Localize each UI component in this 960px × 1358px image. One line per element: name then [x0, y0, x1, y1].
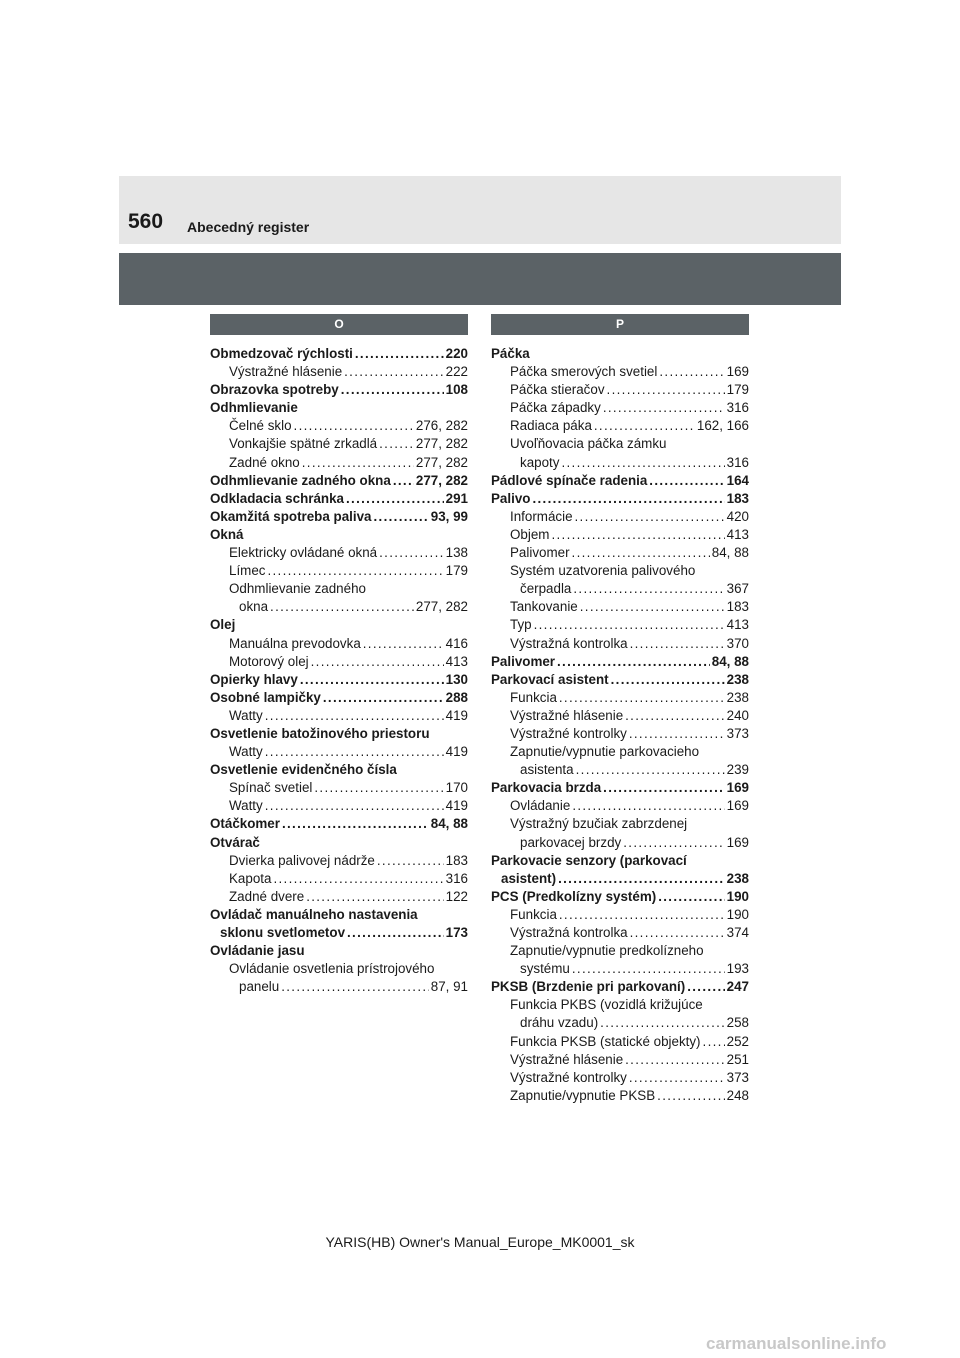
- index-entry-term: Otvárač: [210, 834, 260, 850]
- index-entry-page: 248: [726, 1087, 749, 1103]
- index-entry-term: Funkcia PKBS (vozidlá križujúce: [510, 997, 703, 1013]
- page-title: Abecedný register: [187, 219, 310, 235]
- index-entry-page: 252: [726, 1033, 749, 1049]
- index-entry-term: Výstražné hlásenie: [229, 364, 343, 380]
- index-entry-term: Odkladacia schránka: [210, 490, 344, 506]
- index-entry-term: Páčka: [491, 346, 530, 361]
- index-entry-term: Výstražná kontrolka: [510, 925, 628, 940]
- index-entry-page: 238: [726, 689, 749, 705]
- index-entry-page: 93, 99: [430, 508, 468, 524]
- index-entry-term: Ovládanie: [510, 798, 571, 814]
- index-entry-term: Límec: [229, 563, 266, 579]
- index-entry-term: Zadné okno: [229, 454, 300, 470]
- index-entry-page: 316: [726, 400, 749, 416]
- dot-leader: [629, 1069, 725, 1087]
- index-entry-page: 164: [726, 472, 749, 488]
- watermark: carmanualsonline.info: [706, 1334, 887, 1353]
- index-entry-term: okna: [239, 599, 269, 615]
- index-entry-term: Elektricky ovládané okná: [229, 545, 378, 561]
- index-entry: [491, 870, 749, 888]
- index-entry-term: Funkcia: [510, 906, 557, 922]
- index-entry-term: Osvetlenie batožinového priestoru: [210, 725, 430, 741]
- index-entry: [491, 1033, 749, 1051]
- index-entry-term: Odhmlievanie zadného: [229, 581, 366, 597]
- index-entry: [491, 544, 749, 562]
- index-entry: [210, 960, 468, 978]
- index-entry-page: 169: [726, 798, 749, 814]
- index-entry-term: Otáčkomer: [210, 816, 280, 832]
- index-entry-page: 238: [726, 671, 749, 687]
- index-entry-term: Manuálna prevodovka: [229, 635, 361, 651]
- dot-leader: [625, 1051, 725, 1069]
- dot-leader: [659, 363, 724, 381]
- index-entry: [491, 797, 749, 815]
- index-entries-o: [210, 345, 468, 996]
- index-entry: [491, 381, 749, 399]
- dot-leader: [607, 381, 725, 399]
- index-entry-term: parkovacej brzdy: [520, 834, 622, 850]
- index-entry: [491, 761, 749, 779]
- dot-leader: [573, 580, 724, 598]
- index-entry: [491, 399, 749, 417]
- index-entry-page: 413: [445, 653, 468, 669]
- dot-leader: [687, 978, 724, 996]
- index-entry-term: panelu: [239, 979, 280, 995]
- index-entry-page: 413: [726, 617, 749, 633]
- manual-id-footer: YARIS(HB) Owner's Manual_Europe_MK0001_sk: [325, 1234, 635, 1250]
- dot-leader: [281, 978, 429, 996]
- index-entry-term: Watty: [229, 798, 263, 814]
- index-entry: [210, 399, 468, 417]
- index-entry-page: 220: [445, 346, 468, 361]
- index-entry-term: Odhmlievanie zadného okna: [210, 472, 391, 488]
- index-entry-term: Okamžitá spotreba paliva: [210, 508, 372, 524]
- index-entry-term: Osobné lampičky: [210, 689, 321, 705]
- index-entry-page: 84, 88: [711, 653, 749, 669]
- index-entry-page: 108: [445, 382, 468, 398]
- dot-leader: [575, 508, 725, 526]
- index-entry-page: 277, 282: [415, 436, 468, 452]
- dot-leader: [374, 508, 429, 526]
- dot-leader: [393, 472, 414, 490]
- index-entry: [210, 924, 468, 942]
- index-entry-page: 183: [726, 490, 749, 506]
- index-entry: [210, 490, 468, 508]
- index-entry: [491, 689, 749, 707]
- index-entry-page: 367: [726, 581, 749, 597]
- index-entry-page: 277, 282: [415, 472, 468, 488]
- dot-leader: [703, 1033, 725, 1051]
- index-entry: [210, 417, 468, 435]
- index-entry-page: 193: [726, 961, 749, 977]
- index-entry-page: 169: [726, 364, 749, 380]
- dot-leader: [267, 562, 443, 580]
- index-entry-term: Palivomer: [510, 545, 570, 561]
- index-entry-term: kapoty: [520, 454, 560, 470]
- dot-leader: [282, 815, 429, 833]
- index-entry-term: Objem: [510, 526, 550, 542]
- dot-leader: [341, 381, 444, 399]
- dot-leader: [630, 924, 725, 942]
- index-entry: [491, 815, 749, 833]
- index-entry: [210, 381, 468, 399]
- index-entry-term: Čelné sklo: [229, 418, 292, 434]
- index-entry: [210, 435, 468, 453]
- index-entry-page: 169: [726, 834, 749, 850]
- index-entry-page: 247: [726, 979, 749, 995]
- index-entry: [491, 924, 749, 942]
- dot-leader: [572, 544, 710, 562]
- dot-leader: [600, 1014, 724, 1032]
- index-entry-term: Zapnutie/vypnutie predkolízneho: [510, 943, 704, 959]
- dot-leader: [344, 363, 444, 381]
- index-entry: [491, 653, 749, 671]
- index-entry-term: PKSB (Brzdenie pri parkovaní): [491, 979, 686, 995]
- index-entry: [491, 616, 749, 634]
- index-entry-page: 416: [445, 635, 468, 651]
- index-entry-term: Ovládanie jasu: [210, 943, 305, 959]
- index-entry-page: 316: [445, 870, 468, 886]
- index-entry-term: sklonu svetlometov: [220, 925, 346, 940]
- index-entry: [491, 671, 749, 689]
- index-entry: [210, 779, 468, 797]
- index-entry-term: Watty: [229, 707, 263, 723]
- index-entry-page: 276, 282: [415, 418, 468, 434]
- dot-leader: [657, 1087, 725, 1105]
- index-entry: [210, 363, 468, 381]
- index-entry-page: 169: [726, 780, 749, 796]
- index-entry: [491, 1051, 749, 1069]
- index-entry-page: 420: [726, 508, 749, 524]
- index-entry-page: 162, 166: [696, 418, 749, 434]
- index-entry: [210, 508, 468, 526]
- index-entry-page: 238: [726, 870, 749, 886]
- index-entry-term: Ovládač manuálneho nastavenia: [210, 906, 418, 922]
- dot-leader: [630, 635, 725, 653]
- index-entry-page: 316: [726, 454, 749, 470]
- index-entry-term: Okná: [210, 526, 244, 542]
- dot-leader: [561, 454, 724, 472]
- dot-leader: [363, 635, 444, 653]
- index-entry-page: 183: [726, 599, 749, 615]
- index-entry-page: 179: [445, 563, 468, 579]
- index-entry-term: Palivo: [491, 490, 531, 506]
- index-entry-page: 413: [726, 526, 749, 542]
- dot-leader: [323, 689, 444, 707]
- index-entry-term: dráhu vzadu): [520, 1015, 599, 1031]
- index-entry-term: Opierky hlavy: [210, 671, 298, 687]
- index-entry-term: Výstražné hlásenie: [510, 1051, 624, 1067]
- index-entry-term: Funkcia: [510, 689, 557, 705]
- index-entry-term: Osvetlenie evidenčného čísla: [210, 762, 397, 778]
- dot-leader: [355, 345, 444, 363]
- index-entry-term: Zapnutie/vypnutie PKSB: [510, 1087, 656, 1103]
- section-letter-o: O: [210, 314, 468, 335]
- index-entry: [491, 580, 749, 598]
- index-entry-page: 258: [726, 1015, 749, 1031]
- index-entry: [491, 960, 749, 978]
- dot-leader: [572, 960, 725, 978]
- index-entry-page: 122: [445, 888, 468, 904]
- index-entry-term: Ovládanie osvetlenia prístrojového: [229, 961, 435, 977]
- dot-leader: [379, 435, 414, 453]
- index-entry-page: 419: [445, 744, 468, 760]
- index-entry-page: 277, 282: [415, 599, 468, 615]
- index-entry: [491, 490, 749, 508]
- index-entry-term: Watty: [229, 744, 263, 760]
- index-entry-page: 373: [726, 1069, 749, 1085]
- index-entry-term: Odhmlievanie: [210, 400, 298, 416]
- dot-leader: [572, 797, 724, 815]
- index-entry: [491, 707, 749, 725]
- index-entry: [210, 707, 468, 725]
- dot-leader: [314, 779, 443, 797]
- dot-leader: [559, 689, 725, 707]
- index-entry: [210, 472, 468, 490]
- index-entry-page: 183: [445, 852, 468, 868]
- index-entry-term: Informácie: [510, 508, 573, 524]
- index-entry-term: Motorový olej: [229, 653, 309, 669]
- index-entry: [491, 1087, 749, 1105]
- index-entry-term: systému: [520, 961, 570, 977]
- index-entry-page: 373: [726, 725, 749, 741]
- index-entry: [491, 1014, 749, 1032]
- index-entry-term: Páčka smerových svetiel: [510, 364, 658, 380]
- dot-leader: [603, 779, 724, 797]
- index-entry-page: 190: [726, 906, 749, 922]
- index-entry: [210, 345, 468, 363]
- index-entry: [491, 743, 749, 761]
- index-entry: [491, 435, 749, 453]
- index-entry-term: Výstražné kontrolky: [510, 1069, 627, 1085]
- index-entry: [491, 725, 749, 743]
- index-entry: [210, 978, 468, 996]
- dot-leader: [302, 454, 414, 472]
- index-entry-page: 291: [445, 490, 468, 506]
- dot-leader: [649, 472, 724, 490]
- index-entry-term: Typ: [510, 617, 532, 633]
- index-entry-page: 87, 91: [430, 979, 468, 995]
- index-entry: [491, 942, 749, 960]
- index-entry-page: 179: [726, 382, 749, 398]
- index-entry: [210, 834, 468, 852]
- index-entry-term: Výstražné hlásenie: [510, 707, 624, 723]
- dot-leader: [625, 707, 725, 725]
- index-entry: [491, 1069, 749, 1087]
- dot-leader: [270, 598, 414, 616]
- section-letter-p: P: [491, 314, 749, 335]
- index-entry: [491, 978, 749, 996]
- index-entry: [210, 580, 468, 598]
- index-entry: [491, 363, 749, 381]
- dot-leader: [557, 653, 710, 671]
- index-entry-term: Obmedzovač rýchlosti: [210, 346, 353, 361]
- index-entry-page: 370: [726, 635, 749, 651]
- index-entry-page: 173: [445, 925, 468, 940]
- dot-leader: [311, 653, 444, 671]
- index-entry-term: Výstražné kontrolky: [510, 725, 627, 741]
- dot-leader: [558, 870, 725, 888]
- dot-leader: [294, 417, 414, 435]
- index-entry-page: 239: [726, 762, 749, 778]
- index-entry: [210, 852, 468, 870]
- index-entry: [491, 508, 749, 526]
- dot-leader: [534, 616, 725, 634]
- index-column-p: [491, 314, 749, 1105]
- index-entry-page: 84, 88: [430, 816, 468, 832]
- dot-leader: [559, 906, 725, 924]
- index-entry: [210, 815, 468, 833]
- index-entry-term: Páčka západky: [510, 400, 601, 416]
- index-entry-term: Obrazovka spotreby: [210, 382, 339, 398]
- index-entry-term: Vonkajšie spätné zrkadlá: [229, 436, 378, 452]
- index-entry: [491, 852, 749, 870]
- index-entry: [210, 942, 468, 960]
- index-entry: [210, 562, 468, 580]
- index-entry: [491, 635, 749, 653]
- index-entry-term: Parkovacia brzda: [491, 780, 602, 796]
- index-entry-page: 222: [445, 364, 468, 380]
- page-number: 560: [128, 210, 164, 233]
- index-entry-term: Výstražný bzučiak zabrzdenej: [510, 816, 688, 832]
- index-entry-term: Olej: [210, 617, 236, 633]
- index-entry: [491, 996, 749, 1014]
- index-entry-term: asistent): [501, 870, 557, 886]
- index-entry: [210, 526, 468, 544]
- header-dark-bar: [119, 253, 841, 305]
- index-entry: [210, 725, 468, 743]
- index-entry-term: Radiaca páka: [510, 418, 592, 434]
- dot-leader: [265, 707, 444, 725]
- index-entry-term: asistenta: [520, 762, 574, 778]
- index-entry-page: 419: [445, 798, 468, 814]
- index-entry: [210, 689, 468, 707]
- dot-leader: [377, 852, 444, 870]
- dot-leader: [273, 870, 443, 888]
- index-entry-page: 288: [445, 689, 468, 705]
- index-entry: [210, 743, 468, 761]
- index-entry: [491, 834, 749, 852]
- dot-leader: [551, 526, 724, 544]
- index-entry-term: Výstražná kontrolka: [510, 635, 628, 651]
- index-entry-page: 374: [726, 925, 749, 940]
- dot-leader: [346, 490, 444, 508]
- index-entry-term: PCS (Predkolízny systém): [491, 888, 657, 904]
- index-entry-page: 190: [726, 888, 749, 904]
- index-entry: [210, 544, 468, 562]
- dot-leader: [623, 834, 724, 852]
- index-entry-page: 170: [445, 780, 468, 796]
- dot-leader: [576, 761, 725, 779]
- dot-leader: [532, 490, 724, 508]
- index-entry: [210, 671, 468, 689]
- index-entry: [210, 761, 468, 779]
- dot-leader: [629, 725, 725, 743]
- index-entry-page: 419: [445, 707, 468, 723]
- dot-leader: [265, 743, 444, 761]
- index-entry-term: Spínač svetiel: [229, 780, 313, 796]
- index-entry-term: Kapota: [229, 870, 272, 886]
- dot-leader: [580, 598, 725, 616]
- index-entry-term: Funkcia PKSB (statické objekty): [510, 1033, 701, 1049]
- index-entry-page: 138: [445, 545, 468, 561]
- index-entry-term: čerpadla: [520, 581, 572, 597]
- index-entry: [210, 797, 468, 815]
- index-entry-page: 130: [445, 671, 468, 687]
- index-entry-page: 84, 88: [711, 545, 749, 561]
- index-entry-term: Páčka stieračov: [510, 382, 605, 398]
- dot-leader: [306, 888, 443, 906]
- index-entry: [210, 454, 468, 472]
- index-entry: [210, 653, 468, 671]
- index-entry: [210, 906, 468, 924]
- dot-leader: [658, 888, 724, 906]
- index-entry-page: 277, 282: [415, 454, 468, 470]
- index-entry-term: Zadné dvere: [229, 888, 305, 904]
- index-entries-p: [491, 345, 749, 1105]
- index-entry: [491, 888, 749, 906]
- index-entry: [210, 635, 468, 653]
- index-entry: [491, 562, 749, 580]
- index-entry-page: 240: [726, 707, 749, 723]
- index-entry-term: Parkovací asistent: [491, 671, 609, 687]
- dot-leader: [594, 417, 695, 435]
- dot-leader: [265, 797, 444, 815]
- index-entry: [210, 870, 468, 888]
- dot-leader: [379, 544, 444, 562]
- dot-leader: [611, 671, 725, 689]
- index-entry: [210, 598, 468, 616]
- index-entry: [491, 526, 749, 544]
- dot-leader: [347, 924, 444, 942]
- dot-leader: [300, 671, 444, 689]
- index-entry: [491, 472, 749, 490]
- index-entry-term: Dvierka palivovej nádrže: [229, 852, 375, 868]
- dot-leader: [603, 399, 725, 417]
- index-entry-term: Parkovacie senzory (parkovací: [491, 852, 687, 868]
- index-entry-term: Palivomer: [491, 653, 556, 669]
- index-entry: [491, 598, 749, 616]
- index-entry: [210, 616, 468, 634]
- index-entry: [491, 906, 749, 924]
- index-column-o: [210, 314, 468, 996]
- index-entry: [491, 345, 749, 363]
- index-entry: [491, 779, 749, 797]
- index-entry-term: Zapnutie/vypnutie parkovacieho: [510, 744, 700, 760]
- index-entry-term: Uvoľňovacia páčka zámku: [510, 436, 667, 452]
- index-entry-page: 251: [726, 1051, 749, 1067]
- index-entry-term: Pádlové spínače radenia: [491, 472, 648, 488]
- index-entry: [210, 888, 468, 906]
- index-entry-term: Tankovanie: [510, 599, 578, 615]
- index-entry-term: Systém uzatvorenia palivového: [510, 563, 696, 579]
- index-entry: [491, 454, 749, 472]
- index-entry: [491, 417, 749, 435]
